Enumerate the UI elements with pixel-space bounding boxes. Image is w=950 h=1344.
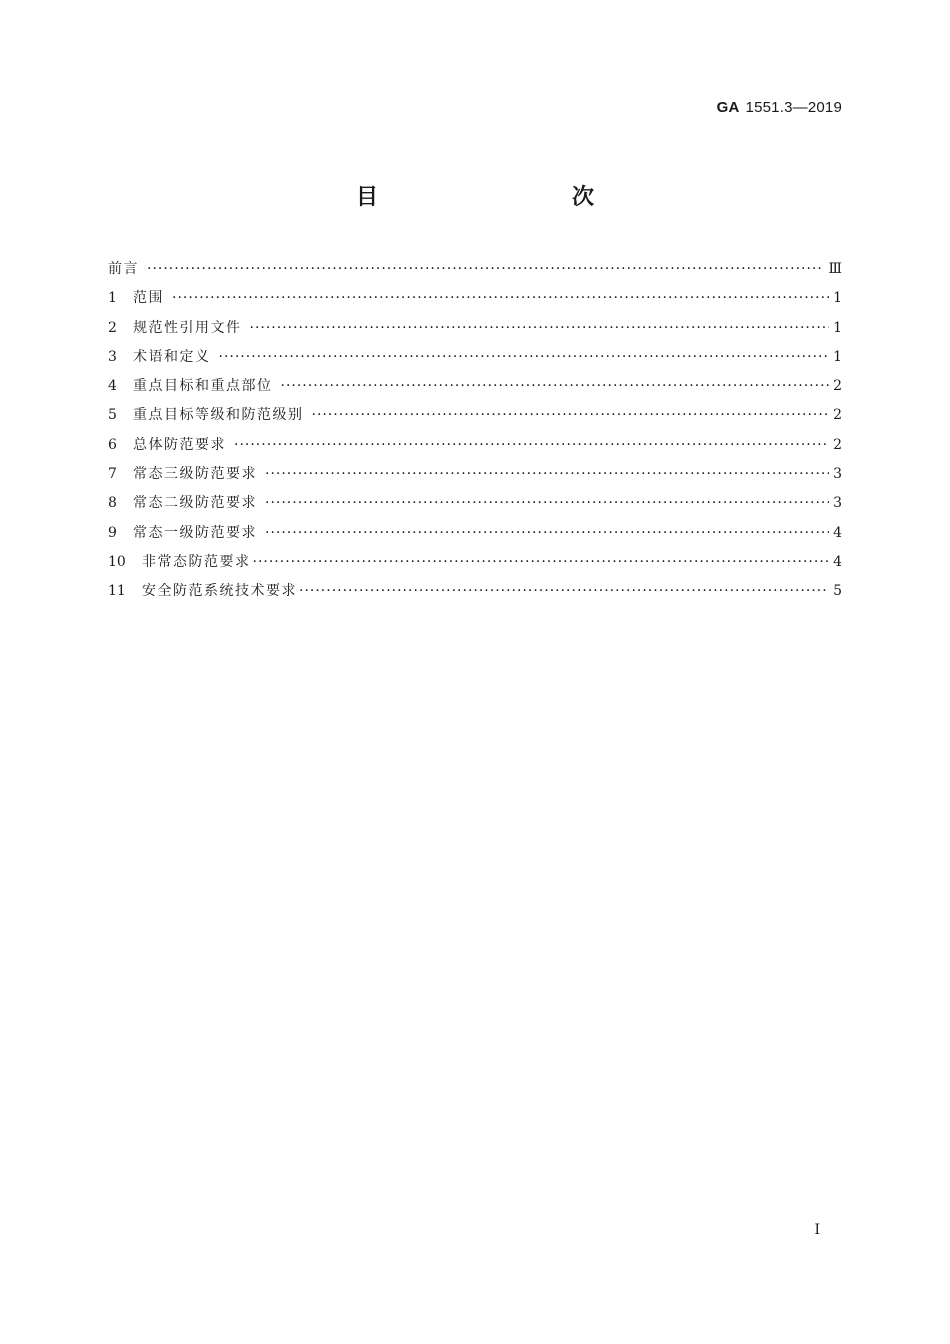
toc-leader-dots	[265, 525, 829, 541]
toc-entry-10[interactable]	[108, 551, 842, 580]
toc-entry-page: 2	[833, 436, 842, 453]
toc-leader-dots	[265, 495, 829, 511]
toc-entry-page: 1	[833, 290, 842, 307]
toc-entry-8[interactable]	[108, 492, 842, 521]
toc-entry-label: 常态三级防范要求	[133, 466, 257, 483]
toc-entry-11[interactable]	[108, 580, 842, 609]
toc-entry-label: 范围	[133, 290, 164, 307]
toc-entry-label: 前言	[108, 261, 139, 277]
toc-entry-9[interactable]	[108, 522, 842, 551]
toc-entry-page: 4	[833, 553, 842, 570]
toc-entry-number: 1	[108, 290, 117, 307]
toc-entry-label: 规范性引用文件	[133, 319, 242, 336]
toc-entry-2[interactable]	[108, 317, 842, 346]
table-of-contents	[108, 258, 842, 610]
toc-title: 目 次	[355, 185, 644, 210]
toc-entry-number: 4	[108, 378, 117, 395]
toc-entry-number: 7	[108, 466, 117, 483]
toc-leader-dots	[234, 437, 829, 453]
toc-leader-dots	[250, 320, 830, 336]
toc-leader-dots	[147, 261, 824, 277]
document-code-prefix: GA	[716, 99, 740, 116]
toc-entry-label: 术语和定义	[133, 348, 211, 365]
toc-entry-page: 2	[833, 407, 842, 424]
toc-entry-number: 2	[108, 319, 117, 336]
toc-entry-4[interactable]	[108, 375, 842, 404]
toc-leader-dots	[253, 554, 830, 570]
toc-entry-label: 常态二级防范要求	[133, 495, 257, 512]
toc-entry-label: 总体防范要求	[133, 436, 226, 453]
toc-entry-number: 9	[108, 524, 117, 541]
toc-entry-number: 10	[108, 553, 126, 570]
toc-entry-page: 1	[833, 348, 842, 365]
toc-leader-dots	[299, 583, 829, 599]
toc-entry-label: 安全防范系统技术要求	[142, 583, 297, 600]
toc-entry-5[interactable]	[108, 404, 842, 433]
toc-entry-3[interactable]	[108, 346, 842, 375]
toc-entry-foreword[interactable]	[108, 258, 842, 287]
toc-entry-1[interactable]	[108, 287, 842, 316]
toc-entry-label: 重点目标和重点部位	[133, 378, 273, 395]
toc-leader-dots	[281, 378, 830, 394]
toc-entry-page: 1	[833, 319, 842, 336]
toc-entry-page: 3	[833, 495, 842, 512]
toc-leader-dots	[312, 407, 830, 423]
toc-leader-dots	[172, 290, 829, 306]
toc-entry-number: 8	[108, 495, 117, 512]
toc-entry-number: 5	[108, 407, 117, 424]
toc-entry-page: 5	[833, 583, 842, 600]
toc-entry-number: 11	[108, 583, 126, 600]
document-code	[717, 99, 842, 116]
toc-entry-label: 常态一级防范要求	[133, 524, 257, 541]
toc-leader-dots	[265, 466, 829, 482]
toc-entry-page: 4	[833, 524, 842, 541]
toc-entry-page: Ⅲ	[828, 261, 842, 277]
toc-leader-dots	[219, 349, 830, 365]
toc-entry-label: 非常态防范要求	[142, 553, 251, 570]
toc-entry-6[interactable]	[108, 434, 842, 463]
toc-entry-number: 3	[108, 348, 117, 365]
toc-entry-page: 2	[833, 378, 842, 395]
toc-entry-page: 3	[833, 466, 842, 483]
document-code-number: 1551.3—2019	[745, 99, 842, 116]
toc-entry-label: 重点目标等级和防范级别	[133, 407, 304, 424]
page-number: I	[814, 1222, 820, 1238]
toc-entry-number: 6	[108, 436, 117, 453]
toc-entry-7[interactable]	[108, 463, 842, 492]
